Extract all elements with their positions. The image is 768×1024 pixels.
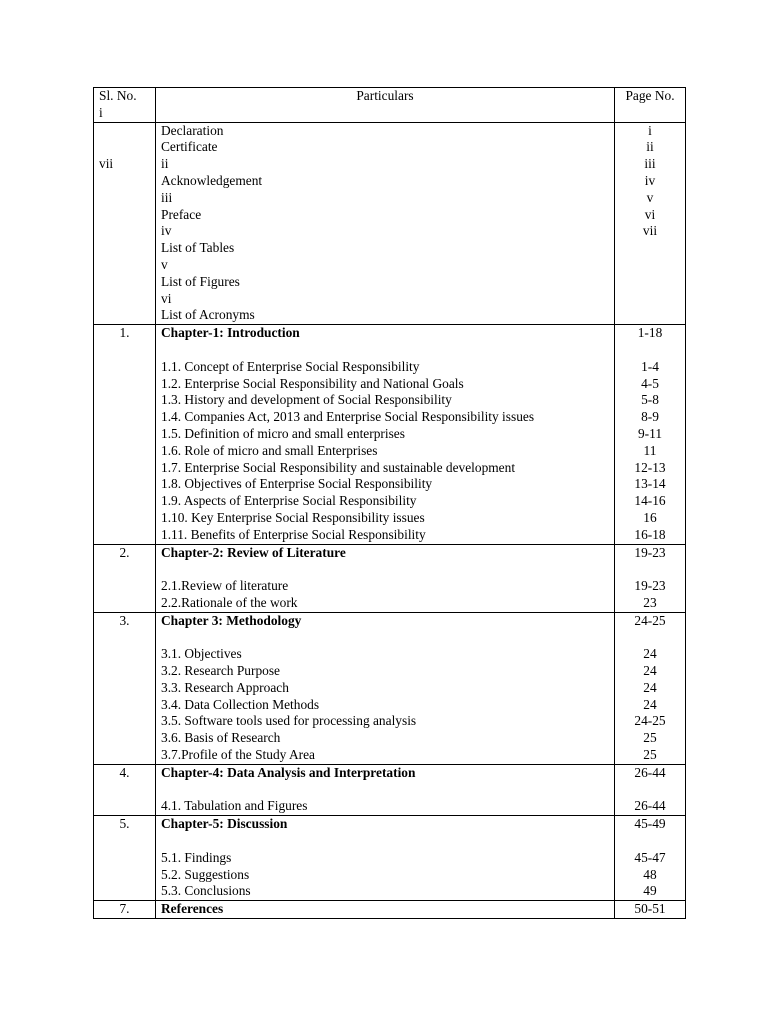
section-page: 12-13: [634, 459, 666, 475]
section-page: 14-16: [634, 493, 666, 509]
section-item: 1.7. Enterprise Social Responsibility and sustainable development: [161, 459, 516, 475]
section-item: 3.5. Software tools used for processing analysis: [161, 713, 417, 729]
front-matter-item: Declaration: [161, 122, 224, 138]
chapter-particulars: [156, 764, 615, 815]
chapter-page-range: 1-18: [637, 325, 663, 341]
front-matter-item: Preface: [161, 206, 202, 222]
section-page: 24: [643, 646, 657, 662]
chapter-row: [94, 544, 686, 612]
chapter-spacer: [161, 833, 609, 850]
section-item: 1.6. Role of micro and small Enterprises: [161, 442, 378, 458]
chapter-spacer: [620, 833, 680, 850]
front-matter-page: ii: [646, 139, 654, 155]
chapter-page-range: 45-49: [634, 816, 666, 832]
section-item: 3.3. Research Approach: [161, 679, 289, 695]
toc-body: [94, 88, 686, 919]
front-matter-item: vi: [161, 290, 172, 306]
section-item: 2.1.Review of literature: [161, 578, 289, 594]
chapter-title: Chapter-4: Data Analysis and Interpretation: [161, 764, 416, 780]
front-matter-sl: [94, 122, 156, 325]
section-page: 16-18: [634, 526, 666, 542]
section-item: 1.1. Concept of Enterprise Social Responsibility: [161, 358, 420, 374]
section-page: 25: [643, 730, 657, 746]
front-matter-item: Acknowledgement: [161, 172, 263, 188]
front-matter-item: iii: [161, 189, 173, 205]
front-matter-sl-value: vii: [99, 156, 114, 172]
chapter-row: [94, 325, 686, 544]
chapter-sl-no: 5.: [94, 816, 156, 901]
front-matter-item: List of Tables: [161, 240, 235, 256]
chapter-pages: [615, 816, 686, 901]
chapter-pages: [615, 544, 686, 612]
chapter-particulars: [156, 901, 615, 919]
section-item: 1.5. Definition of micro and small enterprises: [161, 425, 405, 441]
chapter-spacer: [161, 630, 609, 647]
section-item: 1.10. Key Enterprise Social Responsibility issues: [161, 509, 425, 525]
chapter-pages: [615, 612, 686, 764]
front-matter-page: iii: [644, 156, 656, 172]
chapter-pages: [615, 325, 686, 544]
section-page: 24: [643, 696, 657, 712]
chapter-pages: [615, 901, 686, 919]
front-matter-particulars: [156, 122, 615, 325]
section-page: 26-44: [634, 798, 666, 814]
chapter-sl-no: 7.: [94, 901, 156, 919]
chapter-sl-no: 3.: [94, 612, 156, 764]
front-matter-item: iv: [161, 223, 172, 239]
chapter-row: [94, 764, 686, 815]
section-item: 1.9. Aspects of Enterprise Social Responsibility: [161, 493, 417, 509]
front-matter-item: List of Figures: [161, 273, 240, 289]
section-page: 16: [643, 509, 657, 525]
table-of-contents: [93, 87, 686, 919]
section-item: 4.1. Tabulation and Figures: [161, 798, 308, 814]
chapter-spacer: [620, 342, 680, 359]
front-matter-item: List of Acronyms: [161, 307, 255, 323]
section-page: 5-8: [641, 392, 659, 408]
front-matter-page: vi: [644, 206, 656, 222]
chapter-title: Chapter-2: Review of Literature: [161, 544, 346, 560]
chapter-spacer: [620, 630, 680, 647]
section-item: 5.2. Suggestions: [161, 866, 250, 882]
section-item: 1.8. Objectives of Enterprise Social Responsibility: [161, 476, 433, 492]
chapter-spacer: [161, 561, 609, 578]
section-page: 24-25: [634, 713, 666, 729]
section-page: 8-9: [641, 409, 659, 425]
front-matter-item: ii: [161, 156, 169, 172]
section-item: 1.11. Benefits of Enterprise Social Responsibility: [161, 526, 426, 542]
chapter-row: [94, 901, 686, 919]
section-page: 1-4: [641, 358, 659, 374]
header-row: [94, 88, 686, 123]
front-matter-item: Certificate: [161, 139, 218, 155]
chapter-page-range: 19-23: [634, 544, 666, 560]
header-particulars: Particulars: [156, 88, 615, 123]
chapter-spacer: [161, 782, 609, 799]
section-item: 5.1. Findings: [161, 849, 232, 865]
front-matter-page: vii: [642, 223, 658, 239]
chapter-title: References: [161, 901, 224, 917]
chapter-title: Chapter-5: Discussion: [161, 816, 288, 832]
front-matter-page: v: [646, 189, 654, 205]
chapter-title: Chapter 3: Methodology: [161, 612, 302, 628]
section-item: 5.3. Conclusions: [161, 883, 251, 899]
chapter-page-range: 26-44: [634, 764, 666, 780]
section-item: 3.6. Basis of Research: [161, 730, 281, 746]
section-page: 4-5: [641, 375, 659, 391]
front-matter-page: iv: [644, 172, 656, 188]
section-page: 13-14: [634, 476, 666, 492]
chapter-particulars: [156, 325, 615, 544]
chapter-row: [94, 816, 686, 901]
chapter-page-range: 24-25: [634, 612, 666, 628]
chapter-sl-no: 1.: [94, 325, 156, 544]
chapter-particulars: [156, 612, 615, 764]
chapter-sl-no: 2.: [94, 544, 156, 612]
chapter-sl-no: 4.: [94, 764, 156, 815]
front-matter-row: [94, 122, 686, 325]
section-page: 24: [643, 679, 657, 695]
section-page: 48: [643, 866, 657, 882]
front-matter-page: i: [648, 122, 652, 138]
header-sl-no: [94, 88, 156, 123]
section-item: 3.7.Profile of the Study Area: [161, 747, 315, 763]
chapter-particulars: [156, 816, 615, 901]
chapter-page-range: 50-51: [634, 901, 666, 917]
header-sl-no-label: Sl. No.: [99, 88, 137, 103]
section-item: 1.3. History and development of Social Responsibility: [161, 392, 452, 408]
chapter-spacer: [620, 782, 680, 799]
section-page: 9-11: [637, 425, 663, 441]
section-page: 24: [643, 663, 657, 679]
section-page: 25: [643, 747, 657, 763]
front-matter-pages: [615, 122, 686, 325]
section-item: 3.2. Research Purpose: [161, 663, 280, 679]
section-page: 45-47: [634, 849, 666, 865]
section-page: 23: [643, 594, 657, 610]
section-page: 19-23: [634, 578, 666, 594]
section-page: 49: [643, 883, 657, 899]
section-page: 11: [643, 442, 657, 458]
chapter-title: Chapter-1: Introduction: [161, 325, 300, 341]
header-sl-no-extra: i: [99, 104, 103, 120]
header-page-no: Page No.: [615, 88, 686, 123]
section-item: 2.2.Rationale of the work: [161, 594, 298, 610]
chapter-spacer: [620, 561, 680, 578]
front-matter-item: v: [161, 256, 168, 272]
section-item: 1.4. Companies Act, 2013 and Enterprise Social Responsibility issues: [161, 409, 535, 425]
chapter-pages: [615, 764, 686, 815]
chapter-particulars: [156, 544, 615, 612]
section-item: 1.2. Enterprise Social Responsibility and National Goals: [161, 375, 464, 391]
section-item: 3.1. Objectives: [161, 646, 242, 662]
section-item: 3.4. Data Collection Methods: [161, 696, 320, 712]
chapter-spacer: [161, 342, 609, 359]
chapter-row: [94, 612, 686, 764]
